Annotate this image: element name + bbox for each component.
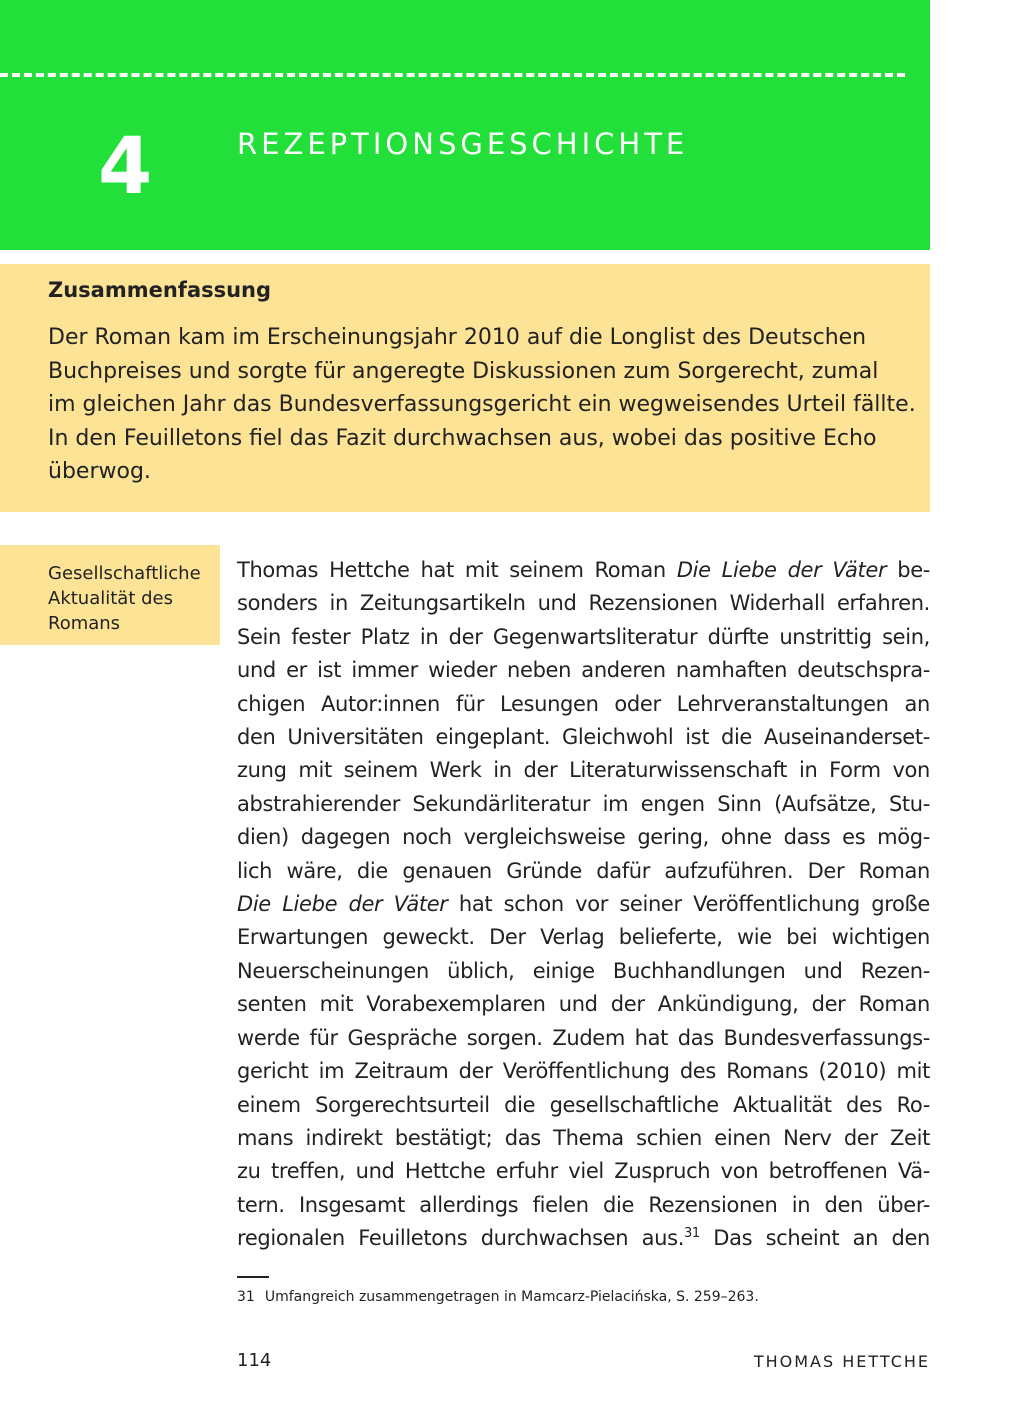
banner-dashed-line xyxy=(0,73,905,77)
chapter-title: REZEPTIONSGESCHICHTE xyxy=(237,127,689,161)
margin-note-line: Gesellschaftliche xyxy=(48,563,201,584)
body-line: den Universitäten eingeplant. Gleichwohl ist die Auseinanderset- xyxy=(237,725,930,750)
margin-note-line: Romans xyxy=(48,613,121,634)
body-text xyxy=(237,554,930,1256)
book-title: Die Liebe der Väter xyxy=(676,558,887,582)
book-title: Die Liebe der Väter xyxy=(237,892,448,917)
body-line: Neuerscheinungen üblich, einige Buchhandlungen und Rezen- xyxy=(237,958,930,983)
body-line: Thomas Hettche hat mit seinem Roman Die Liebe der Väter be- xyxy=(237,558,931,582)
body-line: tern. Insgesamt allerdings fielen die Rezensionen in den über- xyxy=(237,1192,930,1217)
footnote-reference[interactable]: 31 xyxy=(684,1226,700,1242)
footnote-text: Umfangreich zusammengetragen in Mamcarz-Pielacińska, S. 259–263. xyxy=(264,1289,759,1305)
body-line: Sein fester Platz in der Gegenwartsliteratur dürfte unstrittig sein, xyxy=(237,624,930,649)
summary-line: Buchpreises und sorgte für angeregte Diskussionen zum Sorgerecht, zumal xyxy=(48,358,879,384)
body-line: sonders in Zeitungsartikeln und Rezensionen Widerhall erfahren. xyxy=(237,591,930,616)
summary-line: Der Roman kam im Erscheinungsjahr 2010 auf die Longlist des Deutschen xyxy=(48,325,867,350)
body-line: dien) dagegen noch vergleichsweise gering, ohne dass es mög- xyxy=(237,825,930,850)
summary-heading: Zusammenfassung xyxy=(48,278,272,302)
body-line: werde für Gespräche sorgen. Zudem hat das Bundesverfassungs- xyxy=(237,1025,930,1050)
margin-note-line: Aktualität des xyxy=(48,588,173,609)
summary-line: im gleichen Jahr das Bundesverfassungsgericht ein wegweisendes Urteil fällte. xyxy=(48,392,916,418)
footnote-number: 31 xyxy=(237,1289,255,1305)
summary-line: überwog. xyxy=(48,459,151,485)
body-line: lich wäre, die genauen Gründe dafür aufzuführen. Der Roman xyxy=(237,858,930,883)
body-line: senten mit Vorabexemplaren und der Ankündigung, der Roman xyxy=(237,992,930,1017)
body-line: einem Sorgerechtsurteil die gesellschaftliche Aktualität des Ro- xyxy=(237,1092,930,1117)
summary-line: In den Feuilletons fiel das Fazit durchwachsen aus, wobei das positive Echo xyxy=(48,425,877,451)
page-number: 114 xyxy=(237,1350,272,1371)
running-title: THOMAS HETTCHE xyxy=(753,1352,930,1371)
chapter-number: 4 xyxy=(98,122,153,212)
footnote-divider xyxy=(237,1276,269,1278)
body-line: abstrahierender Sekundärliteratur im engen Sinn (Aufsätze, Stu- xyxy=(237,791,930,816)
summary-text xyxy=(48,321,918,489)
body-line: Die Liebe der Väter hat schon vor seiner Veröffentlichung große xyxy=(237,892,930,917)
body-line: und er ist immer wieder neben anderen namhaften deutschspra- xyxy=(237,658,930,683)
footnote xyxy=(237,1289,759,1305)
body-line: mans indirekt bestätigt; das Thema schien einen Nerv der Zeit xyxy=(237,1125,930,1150)
body-line: Erwartungen geweckt. Der Verlag belieferte, wie bei wichtigen xyxy=(237,925,930,950)
body-line: gericht im Zeitraum der Veröffentlichung des Romans (2010) mit xyxy=(237,1059,930,1084)
body-line: regionalen Feuilletons durchwachsen aus.$^{31}$ Das scheint an den xyxy=(237,1226,930,1251)
margin-note xyxy=(48,561,201,636)
body-line: zu treffen, und Hettche erfuhr viel Zuspruch von betroffenen Vä- xyxy=(237,1159,930,1184)
body-line: zung mit seinem Werk in der Literaturwissenschaft in Form von xyxy=(237,758,930,783)
body-line: chigen Autor:innen für Lesungen oder Lehrveranstaltungen an xyxy=(237,691,930,716)
